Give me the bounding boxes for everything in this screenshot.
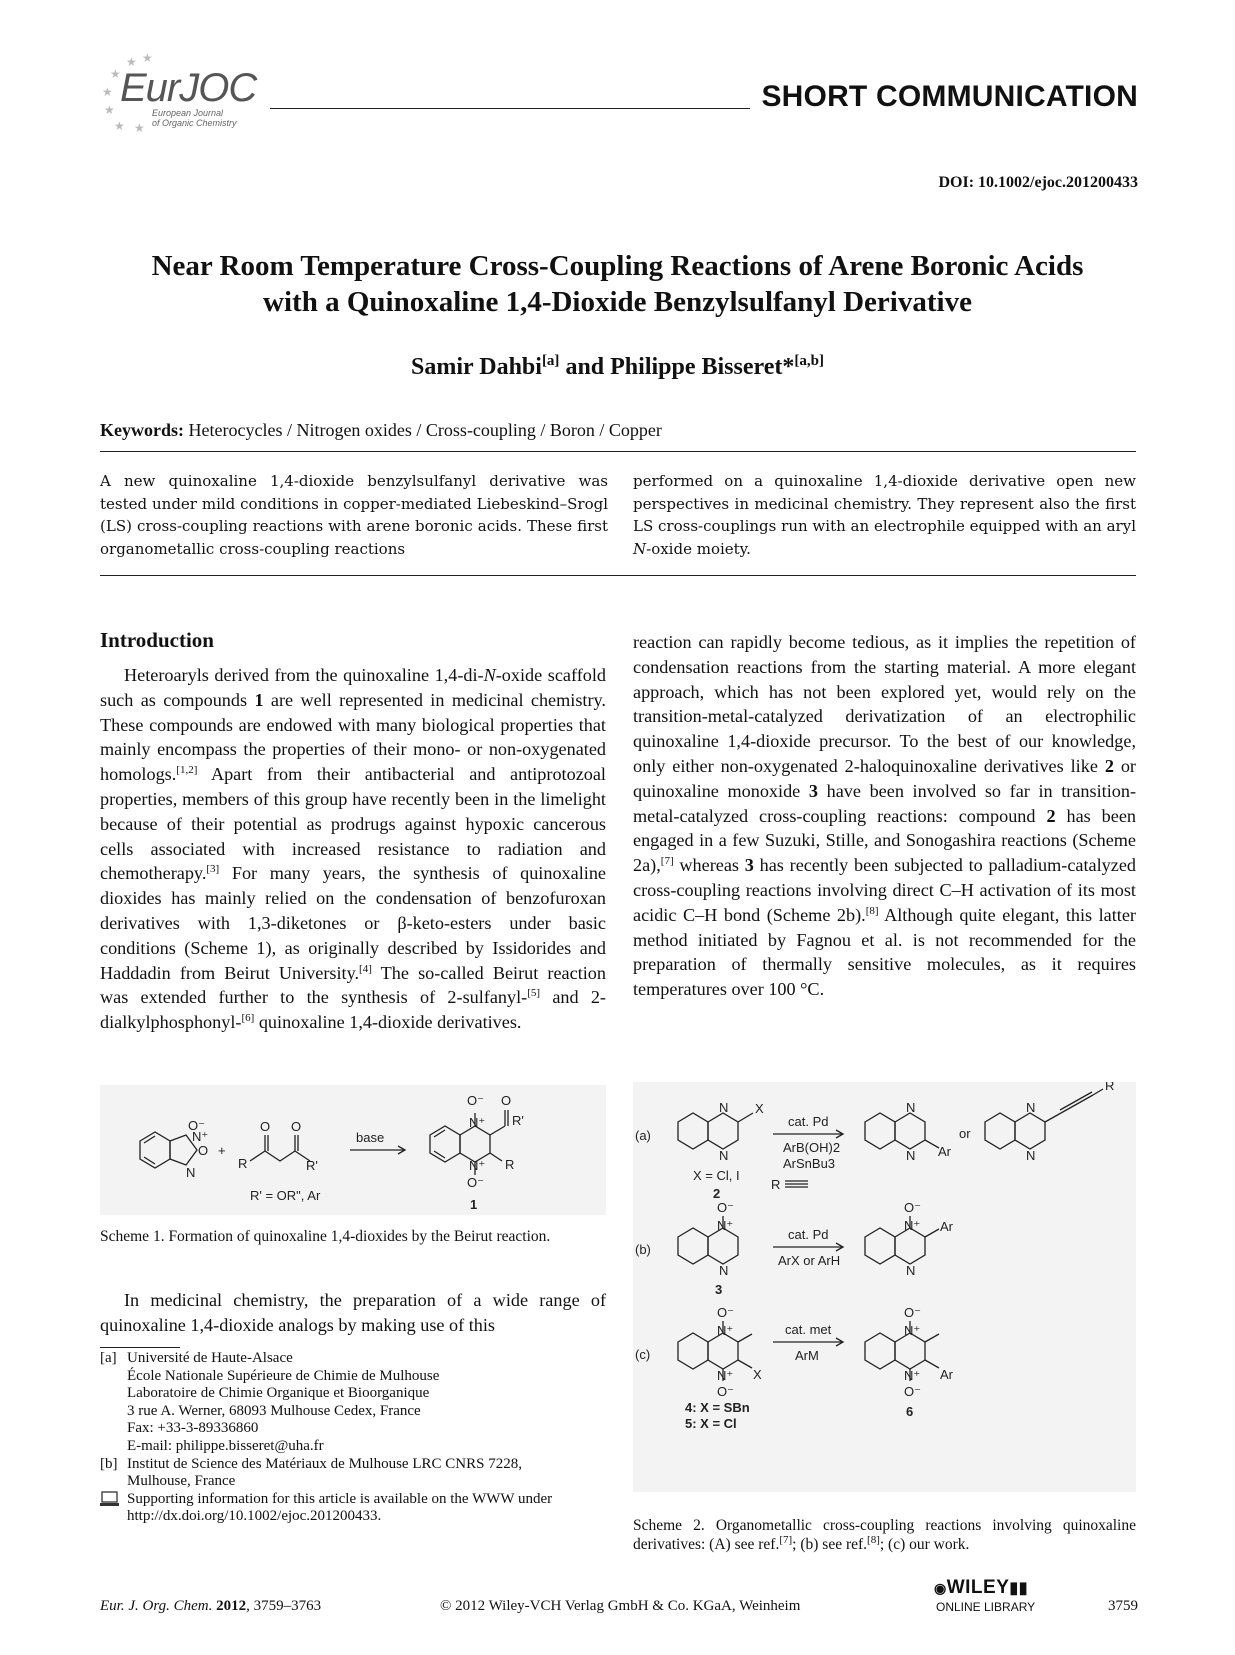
ref-3: [3] bbox=[206, 863, 220, 876]
intro-heading bbox=[100, 628, 214, 653]
abstract-rule bbox=[100, 575, 1136, 576]
logo-sub-line1: European Journal bbox=[152, 108, 224, 118]
scheme2-b-reagent: ArX or ArH bbox=[778, 1253, 841, 1268]
p1-n: N bbox=[483, 665, 496, 685]
rc-e: whereas bbox=[673, 855, 745, 876]
svg-text:N⁺: N⁺ bbox=[717, 1218, 734, 1233]
svg-text:N⁺: N⁺ bbox=[717, 1368, 734, 1383]
journal-logo: EurJOC bbox=[120, 66, 257, 110]
keywords bbox=[100, 420, 662, 441]
footnote-rule bbox=[100, 1347, 180, 1348]
ref-5: [5] bbox=[527, 987, 541, 1000]
svg-text:O⁻: O⁻ bbox=[467, 1093, 484, 1108]
scheme2-caption-b: ; (b) see ref. bbox=[792, 1536, 868, 1553]
intro-heading-text: Introduction bbox=[100, 628, 214, 652]
online-library: ONLINE LIBRARY bbox=[936, 1600, 1036, 1614]
title-line1: Near Room Temperature Cross-Coupling Reactions of Arene Boronic Acids bbox=[151, 250, 1084, 282]
scheme2-c-cat: cat. met bbox=[785, 1322, 832, 1337]
rc-compound-3: 3 bbox=[808, 780, 818, 801]
footer-journal: Eur. J. Org. Chem. bbox=[100, 1598, 213, 1614]
svg-text:Ar: Ar bbox=[940, 1367, 953, 1382]
author-1: Samir Dahbi bbox=[411, 354, 542, 380]
section-title: SHORT COMMUNICATION bbox=[761, 80, 1138, 113]
svg-text:O⁻: O⁻ bbox=[904, 1305, 921, 1320]
svg-text:N: N bbox=[1026, 1148, 1036, 1163]
author-and: and bbox=[559, 354, 611, 380]
ref-4: [4] bbox=[359, 962, 372, 975]
keywords-list: Heterocycles / Nitrogen oxides / Cross-coupling / Boron / Copper bbox=[188, 420, 662, 440]
p1-h: quinoxaline 1,4-dioxide derivatives. bbox=[254, 1012, 522, 1033]
svg-text:N: N bbox=[1026, 1100, 1036, 1115]
scheme2-caption-a: Scheme 2. Organometallic cross-coupling reactions involving quinoxaline derivatives: (A) see ref. bbox=[633, 1517, 1136, 1553]
footer-citation bbox=[100, 1598, 321, 1615]
ref-6: [6] bbox=[241, 1012, 255, 1025]
intro-paragraph-2 bbox=[100, 1288, 606, 1338]
header-rule bbox=[270, 108, 750, 109]
affil-a-label: [a] bbox=[100, 1350, 117, 1366]
svg-text:R: R bbox=[1105, 1082, 1115, 1093]
p1-a: Heteroaryls derived from the quinoxaline 1,4-di- bbox=[124, 665, 484, 685]
svg-text:N: N bbox=[719, 1100, 729, 1115]
svg-text:O: O bbox=[291, 1119, 302, 1134]
scheme2-a-xdef: X = Cl, I bbox=[693, 1168, 740, 1183]
svg-text:N⁺: N⁺ bbox=[469, 1115, 486, 1130]
scheme2-c-reagent: ArM bbox=[795, 1348, 819, 1363]
title-line2: with a Quinoxaline 1,4-Dioxide Benzylsulfanyl Derivative bbox=[263, 286, 972, 318]
scheme2-compound-3: 3 bbox=[715, 1282, 723, 1297]
svg-text:★: ★ bbox=[114, 119, 125, 133]
scheme2-a-boronic: ArB(OH)2 bbox=[783, 1140, 841, 1155]
svg-text:★: ★ bbox=[142, 52, 153, 65]
svg-text:O⁻: O⁻ bbox=[467, 1175, 484, 1190]
affil-a3: Laboratoire de Chimie Organique et Bioorganique bbox=[127, 1385, 430, 1402]
svg-text:O⁻: O⁻ bbox=[188, 1118, 205, 1133]
keywords-rule bbox=[100, 451, 1136, 452]
svg-text:N⁺: N⁺ bbox=[192, 1129, 209, 1144]
scheme1-product-rprime: R' bbox=[512, 1113, 524, 1128]
svg-text:X: X bbox=[753, 1367, 762, 1382]
svg-text:N⁺: N⁺ bbox=[469, 1158, 486, 1173]
scheme-2 bbox=[633, 1082, 1136, 1492]
scheme1-compound-1: 1 bbox=[470, 1197, 478, 1212]
supporting-info-text: Supporting information for this article is available on the WWW under http://dx.doi.org/10.1002/ejoc.201200433. bbox=[127, 1490, 553, 1525]
doi: DOI: 10.1002/ejoc.201200433 bbox=[938, 174, 1138, 191]
svg-text:X: X bbox=[755, 1101, 764, 1116]
scheme2-compound-5: 5: X = Cl bbox=[685, 1416, 737, 1431]
scheme1-base: base bbox=[356, 1130, 385, 1145]
p1-g: and 2-dialkylphosphonyl- bbox=[100, 987, 606, 1033]
svg-text:N: N bbox=[906, 1100, 916, 1115]
p1-f: The so-called Beirut reaction was extended further to the synthesis of 2-sulfanyl- bbox=[100, 962, 606, 1008]
abstract-right bbox=[633, 470, 1136, 560]
svg-text:★: ★ bbox=[110, 67, 121, 81]
footer-year: 2012 bbox=[216, 1598, 247, 1614]
scheme2-c-label: (c) bbox=[635, 1347, 651, 1362]
rc-d: has been engaged in a few Suzuki, Stille, and Sonogashira reactions (Scheme 2a), bbox=[633, 805, 1136, 876]
scheme1-rdef: R' = OR", Ar bbox=[250, 1188, 321, 1203]
right-column-text bbox=[633, 630, 1136, 1002]
p1-compound: 1 bbox=[254, 689, 264, 710]
scheme2-a-or: or bbox=[959, 1126, 971, 1141]
affil-email: E-mail: philippe.bisseret@uha.fr bbox=[127, 1437, 324, 1454]
scheme2-b-cat: cat. Pd bbox=[788, 1227, 829, 1242]
scheme2-a-alkyne: R bbox=[771, 1177, 781, 1192]
abstract-right-italic: N bbox=[633, 539, 647, 558]
svg-text:★: ★ bbox=[126, 55, 137, 69]
svg-text:Ar: Ar bbox=[940, 1219, 953, 1234]
svg-text:O⁻: O⁻ bbox=[717, 1384, 734, 1399]
rc-compound-2b: 2 bbox=[1046, 805, 1056, 826]
footer-copyright: © 2012 Wiley-VCH Verlag GmbH & Co. KGaA, Weinheim bbox=[440, 1598, 801, 1614]
ref-8: [8] bbox=[865, 904, 879, 917]
rc-compound-3b: 3 bbox=[744, 855, 754, 876]
svg-text:O: O bbox=[501, 1093, 512, 1108]
abstract-right-a: performed on a quinoxaline 1,4-dioxide derivative open new perspectives in medicinal chemistry. They represent also the first LS cross-couplings run with an electrophile equipped with an aryl bbox=[633, 472, 1136, 536]
affil-b1: Institut de Science des Matériaux de Mulhouse LRC CNRS 7228, bbox=[127, 1455, 522, 1472]
scheme1-plus: + bbox=[218, 1143, 226, 1158]
svg-text:N⁺: N⁺ bbox=[904, 1218, 921, 1233]
affil-b bbox=[100, 1456, 606, 1491]
authors bbox=[100, 354, 1135, 381]
p1-c: are well represented in medicinal chemistry. These compounds are endowed with many biological properties that mainly encompass the properties of their mono- or non-oxygenated homologs. bbox=[100, 689, 606, 785]
svg-text:O: O bbox=[198, 1143, 209, 1158]
keywords-label: Keywords: bbox=[100, 420, 184, 440]
p1-b: -oxide scaffold such as compounds bbox=[100, 665, 607, 710]
intro-paragraph-1 bbox=[100, 663, 606, 1035]
rc-f: has recently been subjected to palladium-catalyzed cross-coupling reactions involving direct C–H activation of its most acidic C–H bond (Scheme 2b). bbox=[633, 855, 1136, 925]
scheme2-caption bbox=[633, 1516, 1136, 1554]
author-2-affil: [a,b] bbox=[794, 353, 824, 369]
abstract-left: A new quinoxaline 1,4-dioxide benzylsulfanyl derivative was tested under mild conditions in copper-mediated Liebeskind–Srogl (LS) cross-coupling reactions with arene boronic acids. These first organometallic cross-coupling reactions bbox=[100, 472, 608, 558]
svg-text:★: ★ bbox=[134, 121, 145, 134]
scheme1-caption: Scheme 1. Formation of quinoxaline 1,4-dioxides by the Beirut reaction. bbox=[100, 1228, 551, 1245]
svg-text:O⁻: O⁻ bbox=[717, 1305, 734, 1320]
scheme-1 bbox=[100, 1085, 606, 1215]
rc-a: reaction can rapidly become tedious, as it implies the repetition of condensation reactions from the starting material. A more elegant approach, which has not been explored yet, would rely on the transition-metal-catalyzed derivatization of an electrophilic quinoxaline 1,4-dioxide precursor. To the best of our knowledge, only either non-oxygenated 2-haloquinoxaline derivatives like bbox=[633, 632, 1136, 776]
scheme2-compound-2: 2 bbox=[713, 1186, 721, 1201]
affil-b-label: [b] bbox=[100, 1455, 118, 1472]
logo-sub-line2: of Organic Chemistry bbox=[152, 118, 237, 128]
wiley-book-icon: ▮▮ bbox=[1009, 1580, 1028, 1597]
p2-text: In medicinal chemistry, the preparation of a wide range of quinoxaline 1,4-dioxide analogs by making use of this bbox=[100, 1290, 606, 1335]
svg-text:O⁻: O⁻ bbox=[904, 1384, 921, 1399]
rc-g: Although quite elegant, this latter method initiated by Fagnou et al. is not recommended for the preparation of thermally sensitive molecules, as it requires temperatures over 100 °C. bbox=[633, 904, 1136, 1000]
svg-text:N: N bbox=[719, 1263, 729, 1278]
scheme1-product-r: R bbox=[505, 1157, 515, 1172]
scheme2-a-label: (a) bbox=[635, 1128, 651, 1143]
affil-a4: 3 rue A. Werner, 68093 Mulhouse Cedex, France bbox=[127, 1402, 421, 1419]
svg-text:N: N bbox=[906, 1263, 916, 1278]
p1-e: For many years, the synthesis of quinoxaline dioxides has mainly relied on the condensation of benzofuroxan derivatives with 1,3-diketones or β-keto-esters under basic conditions (Scheme 1), as originally described by Issidorides and Haddadin from Beirut University. bbox=[100, 863, 606, 983]
svg-text:★: ★ bbox=[102, 85, 113, 99]
svg-text:O⁻: O⁻ bbox=[904, 1200, 921, 1215]
scheme2-caption-ref8: [8] bbox=[867, 1533, 880, 1546]
article-title bbox=[100, 248, 1135, 320]
scheme2-b-label: (b) bbox=[635, 1242, 651, 1257]
scheme2-caption-ref7: [7] bbox=[779, 1533, 793, 1546]
scheme2-caption-c: ; (c) our work. bbox=[879, 1536, 970, 1553]
author-2: Philippe Bisseret* bbox=[610, 354, 795, 380]
svg-text:O: O bbox=[260, 1119, 271, 1134]
footer-pages: , 3759–3763 bbox=[246, 1598, 322, 1614]
scheme2-a-cat: cat. Pd bbox=[788, 1114, 829, 1129]
wiley-text: WILEY bbox=[946, 1577, 1010, 1598]
ref-7: [7] bbox=[660, 855, 674, 868]
affil-a1: Université de Haute-Alsace bbox=[127, 1350, 293, 1366]
svg-text:N⁺: N⁺ bbox=[904, 1323, 921, 1338]
svg-text:O⁻: O⁻ bbox=[717, 1200, 734, 1215]
wiley-logo bbox=[934, 1577, 1028, 1599]
svg-text:N⁺: N⁺ bbox=[717, 1323, 734, 1338]
computer-icon bbox=[100, 1491, 127, 1526]
journal-logo-subtitle bbox=[152, 108, 237, 128]
svg-text:N: N bbox=[906, 1148, 916, 1163]
svg-text:★: ★ bbox=[104, 103, 115, 117]
affil-b2: Mulhouse, France bbox=[127, 1473, 236, 1490]
rc-compound-2: 2 bbox=[1104, 755, 1114, 776]
supporting-info bbox=[100, 1491, 606, 1526]
ref-1-2: [1,2] bbox=[176, 764, 198, 777]
affil-a bbox=[100, 1350, 606, 1456]
p1-d: Apart from their antibacterial and antiprotozoal properties, members of this group have recently been in the limelight because of their potential as prodrugs against hypoxic cancerous cells associated with increased resistance to radiation and chemotherapy. bbox=[100, 764, 606, 884]
wiley-mark-icon: ◉ bbox=[934, 1580, 947, 1596]
page-number: 3759 bbox=[1108, 1598, 1138, 1614]
svg-text:Ar: Ar bbox=[938, 1144, 951, 1159]
scheme2-compound-4: 4: X = SBn bbox=[685, 1400, 750, 1415]
scheme2-a-stannane: ArSnBu3 bbox=[783, 1156, 836, 1171]
author-1-affil: [a] bbox=[541, 353, 560, 369]
affil-fax: Fax: +33-3-89336860 bbox=[127, 1420, 259, 1437]
benzofuroxan-ring bbox=[140, 1132, 170, 1168]
rc-c: have been involved so far in transition-metal-catalyzed cross-coupling reactions: compound bbox=[633, 780, 1137, 826]
abstract-right-b: -oxide moiety. bbox=[646, 539, 751, 558]
affil-a2: École Nationale Supérieure de Chimie de Mulhouse bbox=[127, 1367, 440, 1384]
scheme1-r: R bbox=[238, 1156, 248, 1171]
rc-b: or quinoxaline monoxide bbox=[633, 755, 1136, 801]
scheme2-compound-6: 6 bbox=[906, 1404, 914, 1419]
svg-text:N⁺: N⁺ bbox=[904, 1368, 921, 1383]
svg-text:N: N bbox=[186, 1165, 196, 1180]
svg-text:N: N bbox=[719, 1148, 729, 1163]
scheme1-rprime: R' bbox=[306, 1158, 318, 1173]
affiliations bbox=[100, 1350, 606, 1526]
